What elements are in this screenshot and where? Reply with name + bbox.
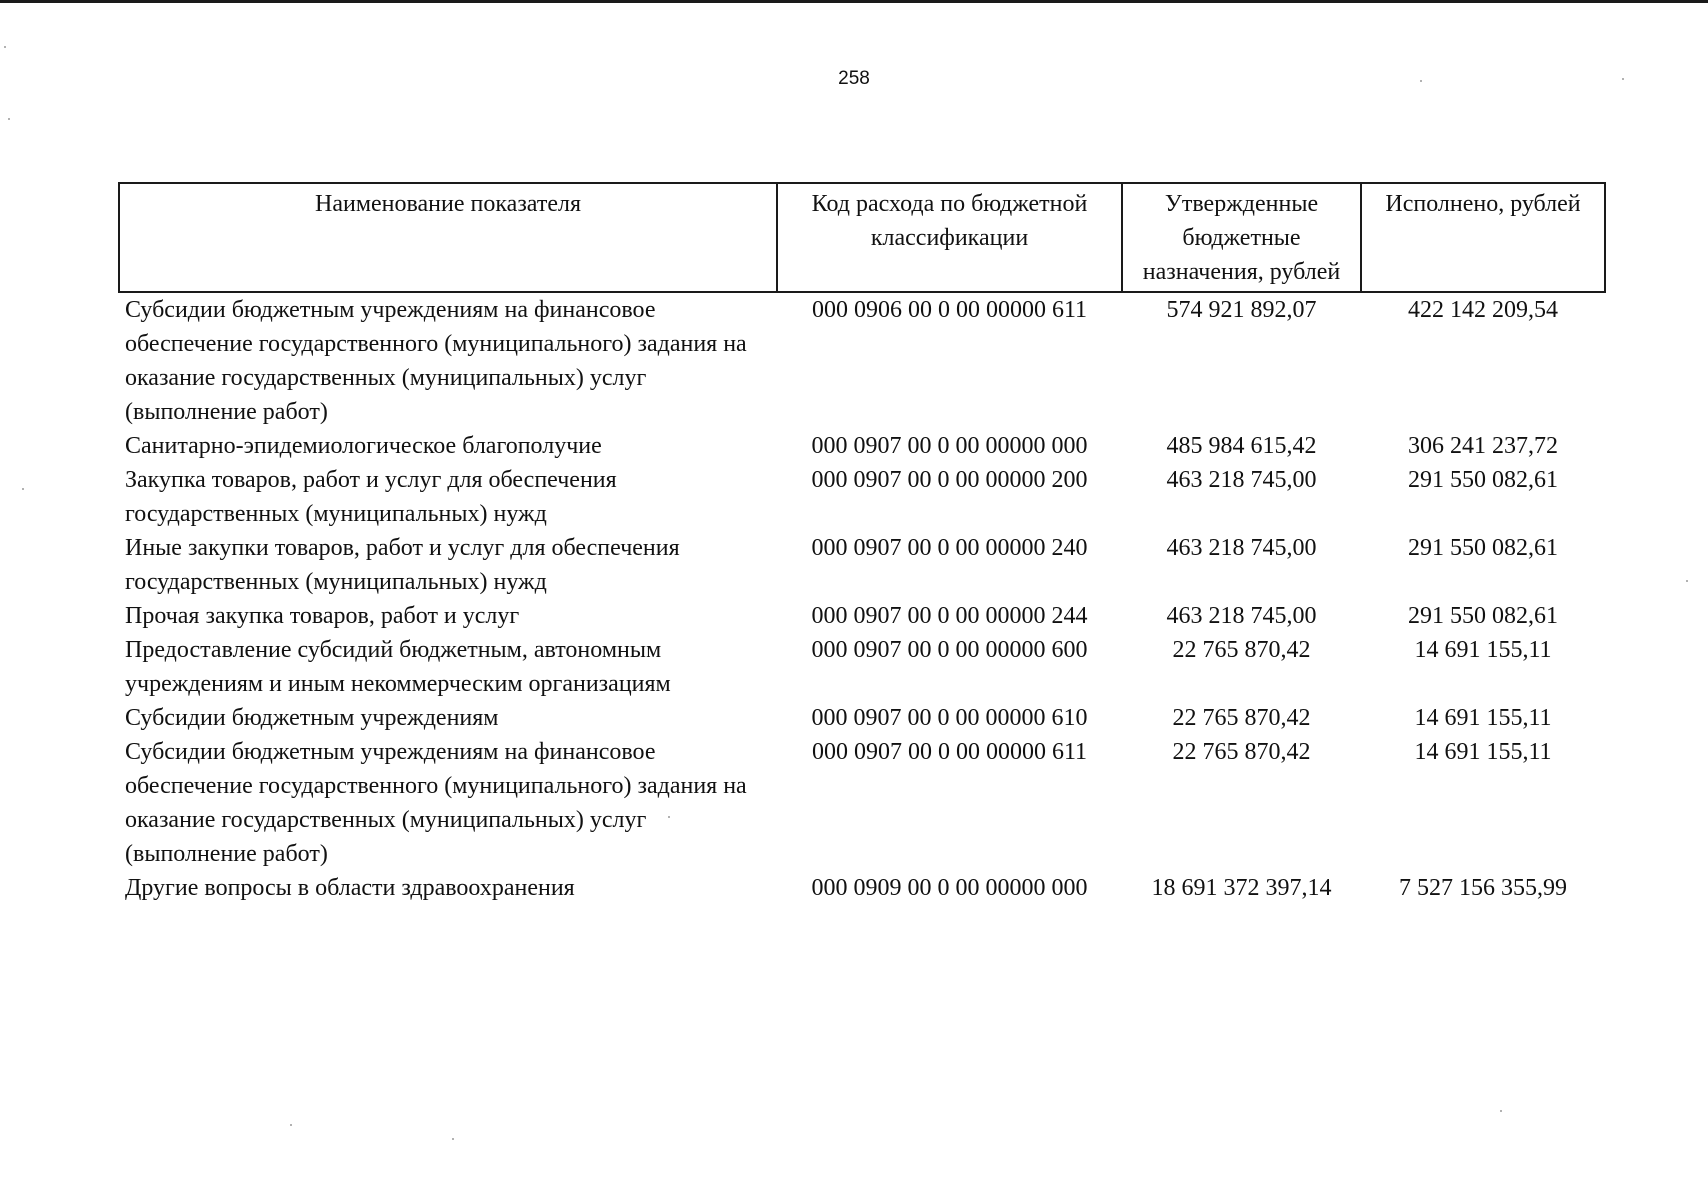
- expense-code: 000 0907 00 0 00 00000 611: [811, 739, 1088, 765]
- approved-amount: 574 921 892,07: [1166, 297, 1317, 323]
- indicator-name: Субсидии бюджетным учреждениям: [125, 705, 499, 731]
- budget-report-table: [118, 182, 1606, 905]
- header-approved-amount: Утвержденные бюджетные назначения, рублей: [1122, 183, 1361, 292]
- table-row: [119, 599, 1605, 633]
- expense-code: 000 0907 00 0 00 00000 600: [811, 637, 1088, 663]
- expense-code: 000 0907 00 0 00 00000 240: [811, 535, 1088, 561]
- executed-amount: 291 550 082,61: [1408, 535, 1558, 561]
- approved-amount: 18 691 372 397,14: [1151, 875, 1332, 901]
- indicator-name: Другие вопросы в области здравоохранения: [125, 875, 575, 901]
- scan-speck: [668, 816, 670, 818]
- indicator-name: Субсидии бюджетным учреждениям на финансовое обеспечение государственного (муниципального) задания на оказание государственных (муниципальных) услуг (выполнение работ): [125, 297, 747, 425]
- indicator-name: Предоставление субсидий бюджетным, автономным учреждениям и иным некоммерческим организациям: [125, 637, 671, 697]
- executed-amount: 291 550 082,61: [1408, 603, 1558, 629]
- approved-amount: 22 765 870,42: [1172, 705, 1311, 731]
- expense-code: 000 0909 00 0 00 00000 000: [811, 875, 1088, 901]
- table-row: [119, 292, 1605, 429]
- executed-amount: 14 691 155,11: [1414, 637, 1552, 663]
- table-row: [119, 429, 1605, 463]
- table-row: [119, 871, 1605, 905]
- table-header-row: [119, 183, 1605, 292]
- page-number: 258: [838, 68, 870, 89]
- indicator-name: Субсидии бюджетным учреждениям на финансовое обеспечение государственного (муниципального) задания на оказание государственных (муниципальных) услуг (выполнение работ): [125, 739, 747, 867]
- scan-speck: [1622, 78, 1624, 80]
- expense-code: 000 0907 00 0 00 00000 000: [811, 433, 1088, 459]
- scan-speck: [452, 1138, 454, 1140]
- top-border-line: [0, 0, 1708, 3]
- scan-speck: [4, 46, 6, 48]
- scan-speck: [1686, 580, 1688, 582]
- table-row: [119, 735, 1605, 871]
- table-row: [119, 701, 1605, 735]
- indicator-name: Прочая закупка товаров, работ и услуг: [125, 603, 520, 629]
- approved-amount: 463 218 745,00: [1166, 535, 1317, 561]
- executed-amount: 422 142 209,54: [1408, 297, 1558, 323]
- approved-amount: 463 218 745,00: [1166, 603, 1317, 629]
- executed-amount: 14 691 155,11: [1414, 705, 1552, 731]
- expense-code: 000 0907 00 0 00 00000 244: [811, 603, 1088, 629]
- scan-speck: [1500, 1110, 1502, 1112]
- expense-code: 000 0906 00 0 00 00000 611: [811, 297, 1088, 323]
- scan-speck: [290, 1124, 292, 1126]
- expense-code: 000 0907 00 0 00 00000 200: [811, 467, 1088, 493]
- scan-speck: [1420, 80, 1422, 82]
- header-executed-amount: Исполнено, рублей: [1361, 183, 1605, 292]
- header-expense-code: Код расхода по бюджетной классификации: [777, 183, 1122, 292]
- table-row: [119, 463, 1605, 531]
- approved-amount: 22 765 870,42: [1172, 637, 1311, 663]
- table-row: [119, 633, 1605, 701]
- table-row: [119, 531, 1605, 599]
- executed-amount: 306 241 237,72: [1408, 433, 1558, 459]
- executed-amount: 291 550 082,61: [1408, 467, 1558, 493]
- approved-amount: 485 984 615,42: [1166, 433, 1317, 459]
- scan-speck: [8, 118, 10, 120]
- scan-speck: [22, 488, 24, 490]
- indicator-name: Иные закупки товаров, работ и услуг для обеспечения государственных (муниципальных) нужд: [125, 535, 680, 595]
- approved-amount: 22 765 870,42: [1172, 739, 1311, 765]
- executed-amount: 14 691 155,11: [1414, 739, 1552, 765]
- approved-amount: 463 218 745,00: [1166, 467, 1317, 493]
- expense-code: 000 0907 00 0 00 00000 610: [811, 705, 1088, 731]
- header-indicator-name: Наименование показателя: [119, 183, 777, 292]
- indicator-name: Санитарно-эпидемиологическое благополучие: [125, 433, 602, 459]
- indicator-name: Закупка товаров, работ и услуг для обеспечения государственных (муниципальных) нужд: [125, 467, 617, 527]
- executed-amount: 7 527 156 355,99: [1399, 875, 1567, 901]
